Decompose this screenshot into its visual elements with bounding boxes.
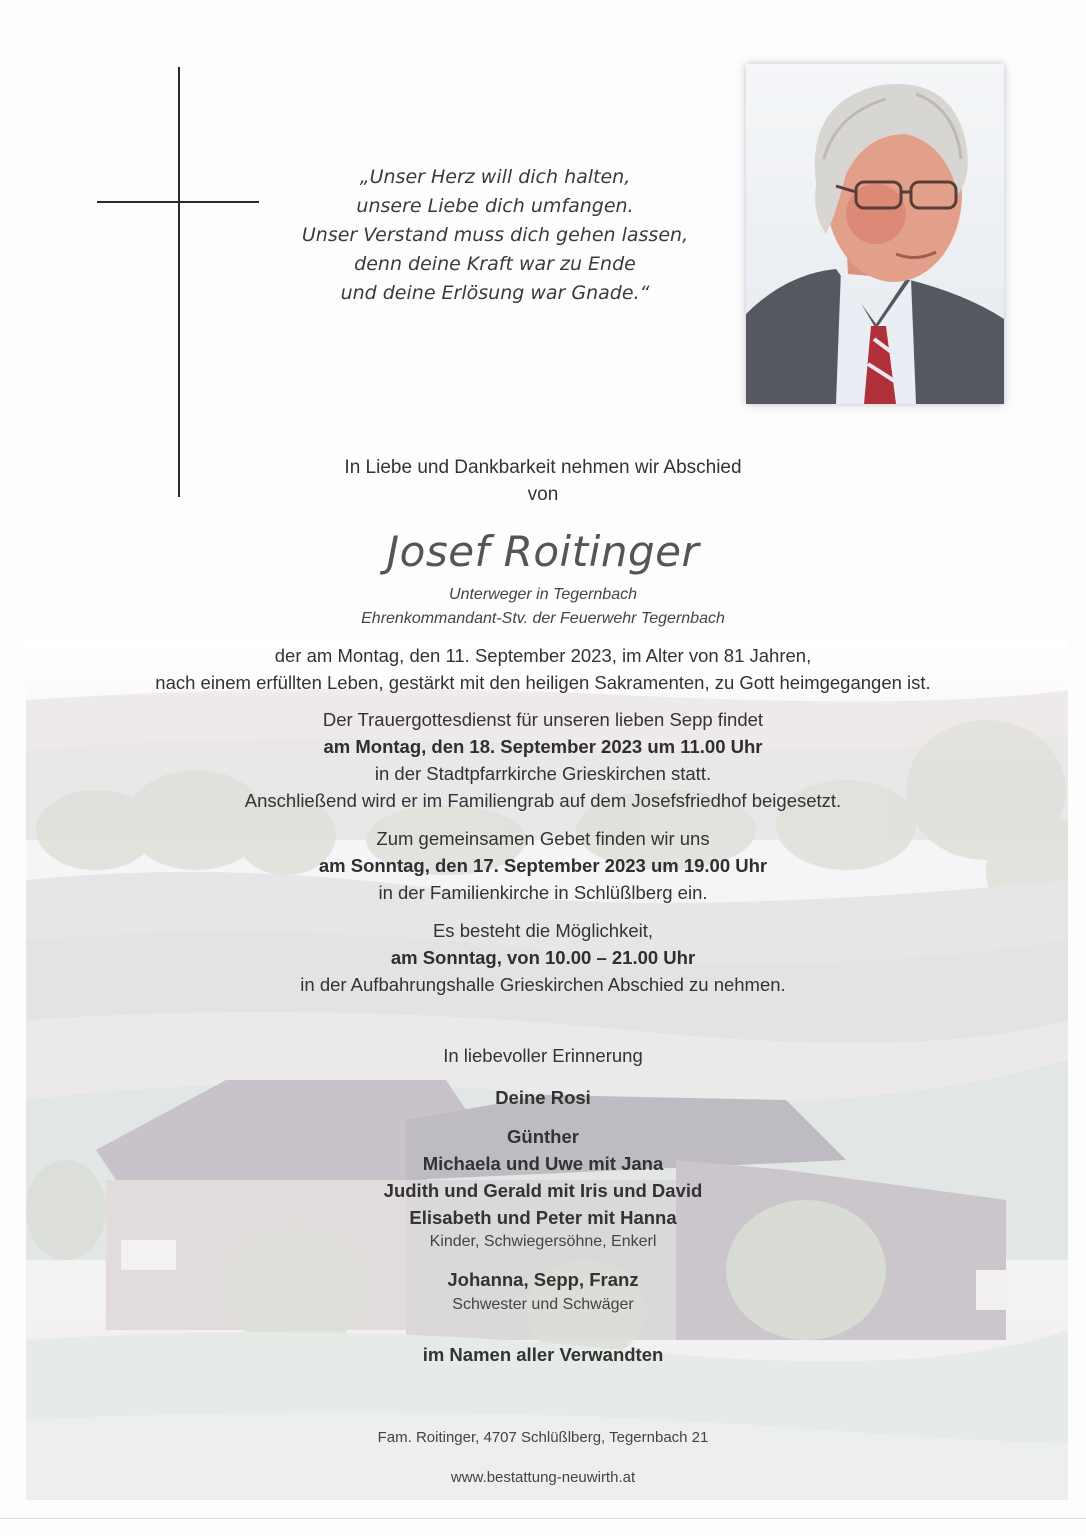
mourner-siblings: Johanna, Sepp, Franz (447, 1269, 639, 1290)
viewing-line: in der Aufbahrungshalle Grieskirchen Abschied zu nehmen. (300, 974, 786, 995)
funeral-home-website: www.bestattung-neuwirth.at (450, 1469, 636, 1486)
mourner-spouse: Deine Rosi (495, 1087, 591, 1108)
service-line: in der Stadtpfarrkirche Grieskirchen statt. (374, 763, 712, 784)
siblings-relation: Schwester und Schwäger (452, 1296, 634, 1313)
children-relation: Kinder, Schwiegersöhne, Enkerl (429, 1233, 657, 1250)
family-address: Fam. Roitinger, 4707 Schlüßlberg, Tegernbach 21 (377, 1429, 709, 1446)
mourner-name: Michaela und Uwe mit Jana (422, 1153, 664, 1174)
prayer-line: in der Familienkirche in Schlüßlberg ein. (378, 882, 708, 903)
death-line: nach einem erfüllten Leben, gestärkt mit den heiligen Sakramenten, zu Gott heimgegangen ist. (155, 672, 931, 693)
cross-horizontal-bar (97, 201, 259, 203)
death-line: der am Montag, den 11. September 2023, im Alter von 81 Jahren, (274, 645, 812, 666)
prayer-line: Zum gemeinsamen Gebet finden wir uns (376, 828, 710, 849)
service-date: am Montag, den 18. September 2023 um 11.00 Uhr (323, 736, 763, 757)
deceased-subtitle: Unterweger in Tegernbach (449, 586, 637, 603)
mourners-children (0, 1123, 1086, 1231)
cross-vertical-bar (178, 67, 180, 497)
prayer-info (0, 825, 1086, 906)
viewing-line: Es besteht die Möglichkeit, (432, 920, 654, 941)
funeral-service-info (0, 706, 1086, 814)
mourners-closing: im Namen aller Verwandten (422, 1344, 664, 1365)
mourner-name: Günther (507, 1126, 579, 1147)
mourner-name: Elisabeth und Peter mit Hanna (409, 1207, 677, 1228)
farewell-intro-line: In Liebe und Dankbarkeit nehmen wir Abschied (344, 457, 742, 478)
scan-edge-line (0, 1518, 1086, 1519)
quote-line: unsere Liebe dich umfangen. (356, 195, 634, 217)
quote-line: Unser Verstand muss dich gehen lassen, (301, 224, 689, 246)
viewing-date: am Sonntag, von 10.00 – 21.00 Uhr (390, 947, 696, 968)
mourner-name: Judith und Gerald mit Iris und David (383, 1180, 703, 1201)
service-line: Der Trauergottesdienst für unseren lieben Sepp findet (322, 709, 764, 730)
quote-line: und deine Erlösung war Gnade.“ (340, 282, 650, 304)
viewing-info (0, 917, 1086, 998)
service-line: Anschließend wird er im Familiengrab auf dem Josefsfriedhof beigesetzt. (244, 790, 842, 811)
quote-line: denn deine Kraft war zu Ende (354, 253, 636, 275)
prayer-date: am Sonntag, den 17. September 2023 um 19.00 Uhr (318, 855, 768, 876)
mourners-heading: In liebevoller Erinnerung (443, 1045, 643, 1066)
deceased-name: Josef Roitinger (386, 527, 700, 576)
farewell-intro-line: von (527, 484, 559, 505)
portrait-photo (746, 64, 1004, 404)
deceased-subtitle: Ehrenkommandant-Stv. der Feuerwehr Tegernbach (361, 610, 725, 627)
death-announcement (0, 642, 1086, 696)
memorial-quote (290, 163, 700, 308)
quote-line: „Unser Herz will dich halten, (359, 166, 631, 188)
farewell-intro (0, 454, 1086, 508)
